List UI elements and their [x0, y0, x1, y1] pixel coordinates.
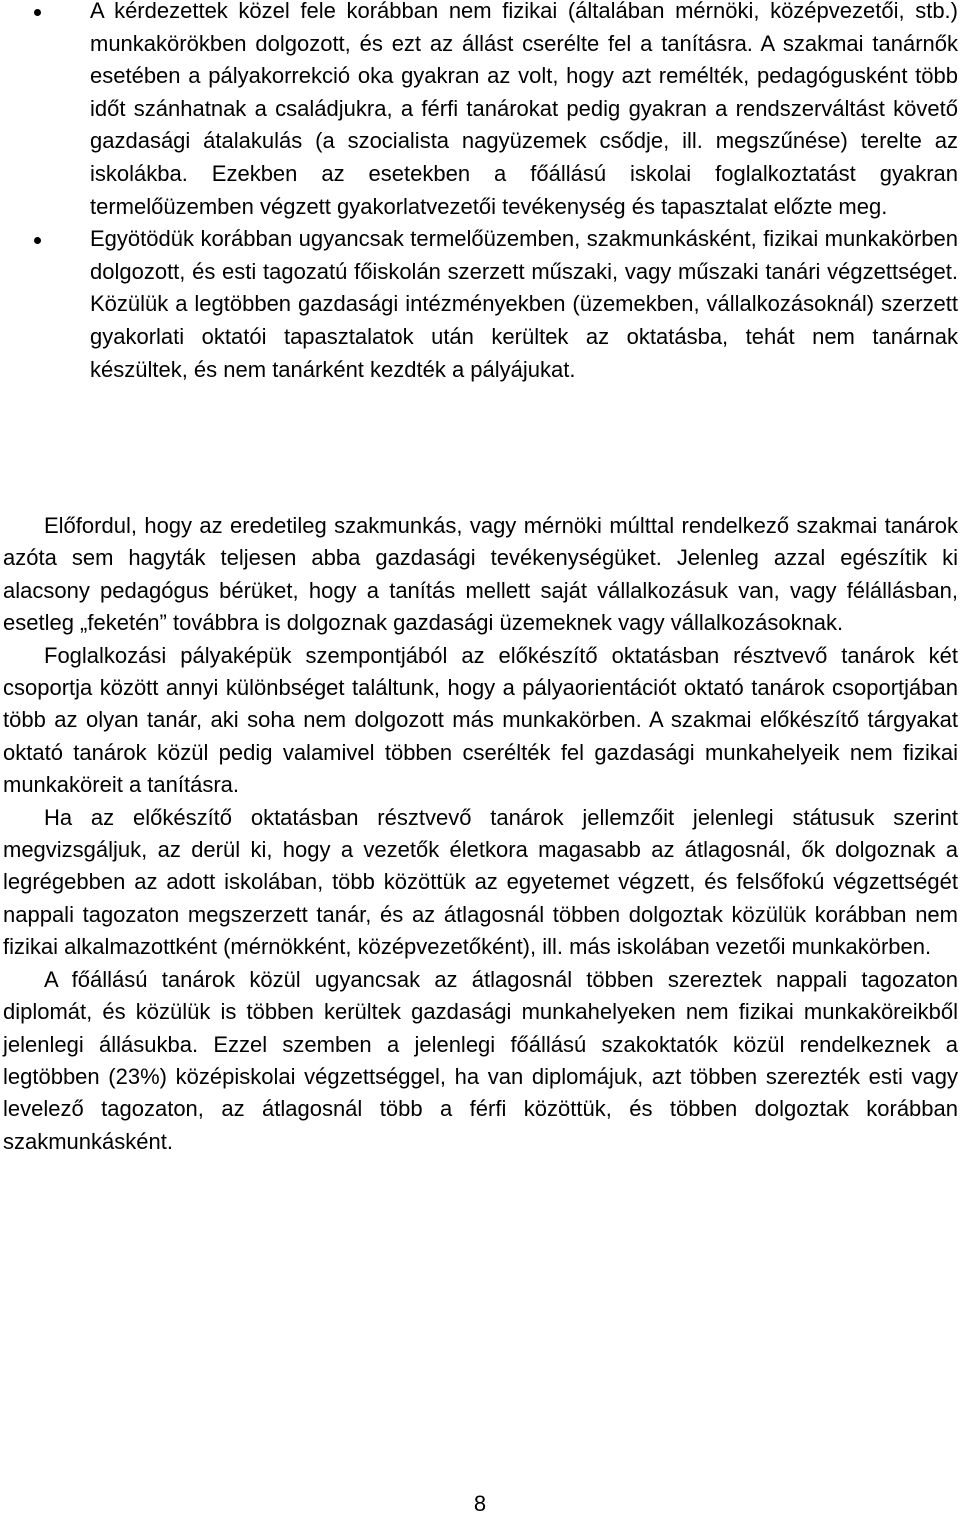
paragraph: Ha az előkészítő oktatásban résztvevő tanárok jellemzőit jelenlegi státusuk szerint megvizsgáljuk, az derül ki, hogy a vezetők életkora magasabb az átlagosnál, ők dolgoznak a legrégebben az adott iskolában, több közöttük az egyetemet végzett, és felsőfokú végzettségét nappali tagozaton megszerzett tanár, és az átlagosnál többen dolgoztak közülük korábban nem fizikai alkalmazottként (mérnökként, középvezetőként), ill. más iskolában vezetői munkakörben. [3, 804, 958, 960]
paragraph: A főállású tanárok közül ugyancsak az átlagosnál többen szereztek nappali tagozaton diplomát, és közülük is többen kerültek gazdasági munkahelyeken nem fizikai munkaköreikből jelenlegi állásukba. Ezzel szemben a jelenlegi főállású szakoktatók közül rendelkeznek a legtöbben (23%) középiskolai végzettséggel, ha van diplomájuk, azt többen szerezték esti vagy levelező tagozaton, az átlagosnál több a férfi közöttük, és többen dolgoztak korábban szakmunkásként. [3, 966, 958, 1154]
bullet-dot-icon [34, 9, 41, 16]
bullet-dot-icon [34, 237, 41, 244]
bullet-text: A kérdezettek közel fele korábban nem fizikai (általában mérnöki, középvezetői, stb.) munkakörökben dolgozott, és ezt az állást cserélte fel a tanításra. A szakmai tanárnők esetében a pályakorrekció oka gyakran az volt, hogy azt remélték, pedagógusként több időt szánhatnak a családjukra, a férfi tanárokat pedig gyakran a rendszerváltást követő gazdasági átalakulás (a szocialista nagyüzemek csődje, ill. megszűnése) terelte az iskolákba. Ezekben az esetekben a főállású iskolai foglalkoztatást gyakran termelőüzemben végzett gyakorlatvezetői tevékenység és tapasztalat előzte meg. [90, 0, 958, 219]
bullet-item [90, 223, 958, 386]
page-number: 8 [473, 1491, 487, 1516]
paragraph: Előfordul, hogy az eredetileg szakmunkás, vagy mérnöki múlttal rendelkező szakmai tanárok azóta sem hagyták teljesen abba gazdasági tevékenységüket. Jelenleg azzal egészítik ki alacsony pedagógus bérüket, hogy a tanítás mellett saját vállalkozásuk van, vagy félállásban, esetleg „feketén” továbbra is dolgoznak gazdasági üzemeknek vagy vállalkozásoknak. [3, 513, 958, 636]
bullet-item [90, 0, 958, 223]
bullet-list [90, 0, 958, 386]
body-text [3, 510, 958, 1158]
bullet-text: Egyötödük korábban ugyancsak termelőüzemben, szakmunkásként, fizikai munkakörben dolgozott, és esti tagozatú főiskolán szerzett műszaki, vagy műszaki tanári végzettséget. Közülük a legtöbben gazdasági intézményekben (üzemekben, vállalkozásoknál) szerzett gyakorlati oktatói tapasztalatok után kerültek az oktatásba, tehát nem tanárnak készültek, és nem tanárként kezdték a pályájukat. [90, 226, 958, 382]
paragraph: Foglalkozási pályaképük szempontjából az előkészítő oktatásban résztvevő tanárok két csoportja között annyi különbséget találtunk, hogy a pályaorientációt oktató tanárok csoportjában több az olyan tanár, aki soha nem dolgozott más munkakörben. A szakmai előkészítő tárgyakat oktató tanárok közül pedig valamivel többen cserélték fel gazdasági munkahelyeik nem fizikai munkaköreit a tanításra. [3, 642, 958, 798]
